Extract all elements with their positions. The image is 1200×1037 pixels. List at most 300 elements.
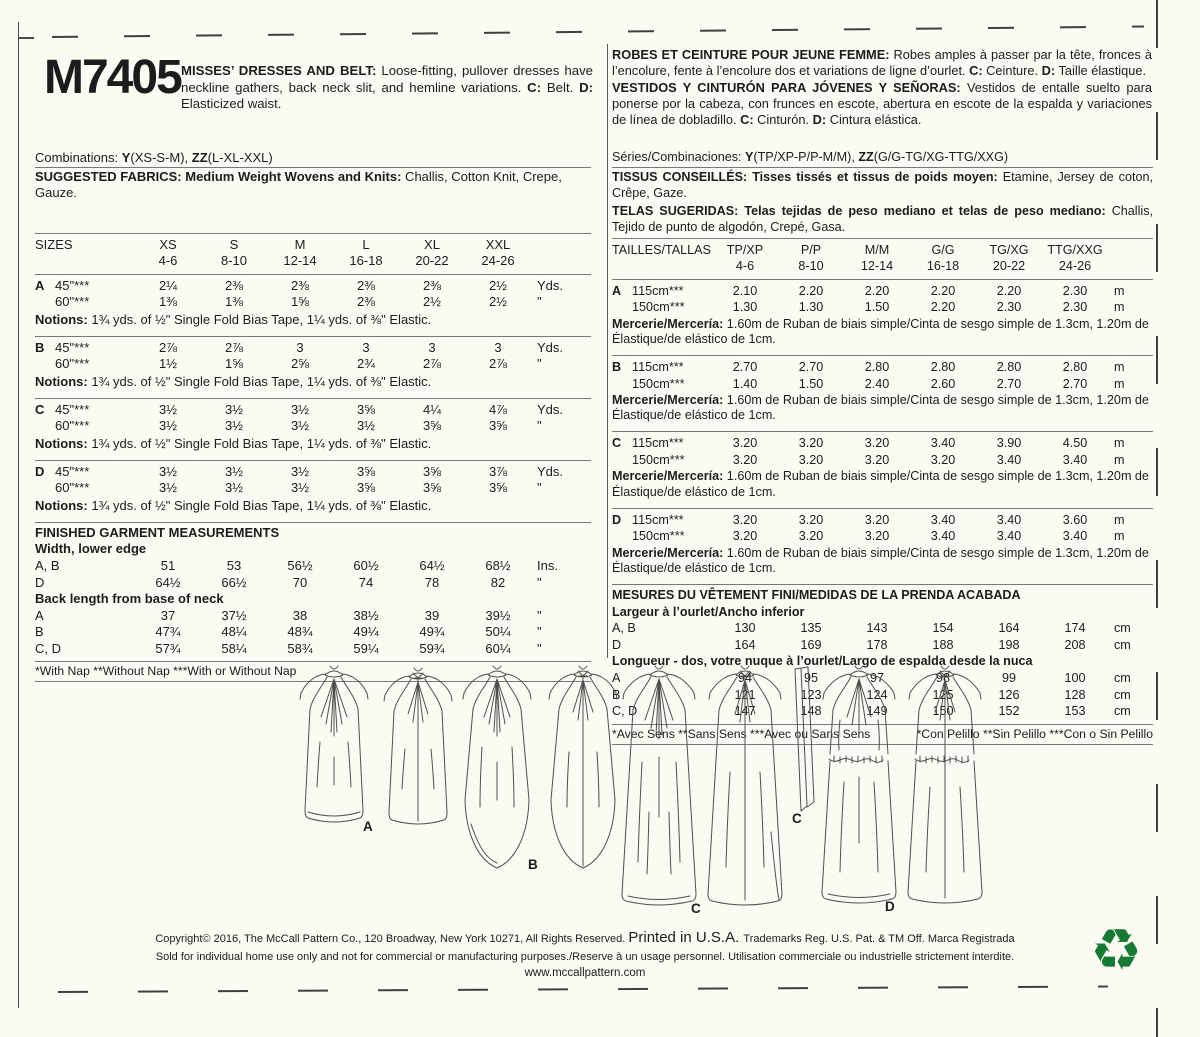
table-cell: 2½	[422, 294, 442, 310]
copyright-text: Copyright© 2016, The McCall Pattern Co., 120 Broadway, New York 10271, All Rights Reserved.	[155, 933, 629, 945]
table-cell: 70	[292, 574, 308, 590]
table-cell: SIZES	[35, 236, 73, 252]
text-segment: Mercerie/Mercería:	[612, 316, 724, 331]
table-cell: 208	[1064, 637, 1086, 652]
table-cell: 3⅝	[356, 480, 376, 496]
table-cell: 147	[734, 704, 756, 719]
table-cell: 82	[490, 574, 506, 590]
view-letter: B	[612, 360, 622, 375]
table-cell	[1108, 242, 1134, 259]
table-row	[612, 376, 1153, 393]
table-cell: 3.40	[930, 529, 956, 544]
table-cell: L	[362, 236, 370, 252]
table-cell: 56½	[287, 558, 313, 573]
table-cell: A	[612, 671, 621, 686]
combinations-line	[35, 150, 591, 168]
finished-sub: Back length from base of neck	[35, 591, 224, 606]
notions-text	[35, 312, 591, 328]
text-segment: Challis, Cotton Knit, Crepe, Gauze.	[35, 169, 562, 201]
view-letter: A	[612, 283, 622, 298]
view-letter-spacer	[35, 356, 55, 373]
table-cell: 2⅞	[488, 356, 508, 372]
text-segment: Séries/Combinaciones:	[612, 150, 745, 164]
table-cell: 1⅜	[224, 294, 244, 310]
yardage-section-d	[35, 460, 591, 522]
view-letter-spacer	[612, 376, 632, 393]
table-cell: M/M	[864, 242, 890, 257]
description-spanish	[612, 80, 1152, 129]
table-cell: 3⅝	[488, 418, 508, 434]
table-cell: "	[537, 294, 542, 310]
table-cell: Yds.	[537, 401, 564, 417]
table-cell: 3½	[224, 480, 244, 496]
table-cell: 2.80	[864, 360, 890, 375]
table-cell: 3	[362, 339, 370, 355]
table-cell: A, B	[612, 621, 636, 636]
table-cell: 64½	[419, 558, 445, 573]
imperial-column	[35, 150, 591, 682]
text-segment: Mercerie/Mercería:	[612, 545, 724, 560]
table-cell: 3⅝	[356, 463, 376, 479]
text-segment: 1¾ yds. of ½" Single Fold Bias Tape, 1¼ yds. of ⅜" Elastic.	[87, 373, 432, 389]
table-cell: 47¾	[155, 624, 181, 640]
table-cell: cm	[1114, 621, 1131, 636]
table-cell: 78	[424, 574, 440, 590]
table-cell: m	[1114, 529, 1125, 544]
table-cell: "	[537, 356, 542, 372]
table-row	[612, 283, 1153, 300]
table-cell: 150cm***	[632, 529, 685, 544]
table-cell: 3	[296, 339, 304, 355]
view-letter-spacer	[612, 528, 632, 545]
table-cell: TP/XP	[726, 242, 764, 257]
table-cell: 124	[866, 687, 888, 702]
view-letter-spacer	[35, 480, 55, 497]
suggested-fabrics-spanish	[612, 203, 1153, 236]
table-cell: 48¾	[287, 624, 313, 640]
table-cell: 2.20	[930, 300, 956, 315]
table-cell: 60"***	[55, 480, 90, 496]
table-cell	[531, 237, 575, 254]
table-cell: m	[1114, 436, 1125, 451]
table-cell: 3.40	[1062, 452, 1088, 467]
sizes-header	[612, 238, 1153, 280]
table-row	[612, 528, 1153, 545]
left-border-line	[18, 22, 19, 1008]
description-french	[612, 47, 1152, 80]
table-cell: 3⅝	[422, 463, 442, 479]
table-cell: A	[35, 607, 44, 623]
table-cell: 174	[1064, 621, 1086, 636]
table-cell: 164	[734, 637, 756, 652]
table-row	[612, 620, 1153, 637]
text-segment: Taille élastique.	[1055, 63, 1147, 79]
dress-c-back-illustration	[708, 666, 782, 905]
column-divider	[607, 44, 608, 658]
mercerie-text	[612, 317, 1153, 347]
text-segment: 1.60m de Ruban de biais simple/Cinta de sesgo simple de 1.3cm, 1.20m de Élastique/de elástico de 1cm.	[612, 545, 1149, 576]
table-cell: 178	[866, 637, 888, 652]
trademark-text: Trademarks Reg. U.S. Pat. & TM Off. Marca Registrada	[743, 933, 1015, 945]
table-cell: TAILLES/TALLAS	[612, 242, 711, 257]
figure-label-d: D	[885, 899, 895, 914]
table-row	[35, 480, 591, 497]
table-cell: 2.30	[996, 300, 1022, 315]
dress-b-front-illustration	[463, 666, 531, 868]
table-header-row	[35, 237, 591, 254]
table-cell: 20-22	[992, 259, 1026, 274]
table-cell: 2.80	[1062, 360, 1088, 375]
finished-sub: Longueur - dos, votre nuque à l’ourlet/Largo de espalda desde la nuca	[612, 654, 1033, 669]
table-cell: 1.30	[732, 300, 758, 315]
table-cell: 39	[424, 607, 440, 623]
table-cell: 3½	[158, 480, 178, 496]
table-cell	[1108, 258, 1134, 275]
text-segment: TELAS SUGERIDAS: Telas tejidas de peso mediano et telas de peso mediano:	[612, 203, 1106, 218]
table-cell: 2.30	[1062, 300, 1088, 315]
table-cell: 153	[1064, 704, 1086, 719]
view-letter: C	[612, 436, 622, 451]
text-segment: Mercerie/Mercería:	[612, 393, 724, 408]
table-cell: 148	[800, 704, 822, 719]
text-segment: Notions:	[35, 435, 88, 451]
table-cell: 3.20	[798, 452, 824, 467]
table-cell: B	[35, 624, 44, 640]
text-segment: 1¾ yds. of ½" Single Fold Bias Tape, 1¼ yds. of ⅜" Elastic.	[87, 435, 432, 451]
table-cell: 1½	[158, 356, 178, 372]
footer	[70, 929, 1100, 979]
table-cell: 2⅜	[356, 277, 376, 293]
table-cell: 3.20	[732, 512, 758, 527]
table-cell: m	[1114, 512, 1125, 527]
table-cell: 24-26	[1058, 259, 1092, 274]
dress-d-front-illustration	[822, 666, 896, 903]
text-segment: Etamine, Jersey de coton, Crêpe, Gaze.	[612, 170, 1153, 201]
table-cell: 3½	[356, 418, 376, 434]
table-cell: 188	[932, 637, 954, 652]
table-cell: 51	[160, 558, 176, 573]
view-letter-spacer	[35, 418, 55, 435]
text-segment: (XS-S-M),	[130, 150, 192, 165]
table-cell: B	[612, 687, 621, 702]
table-cell: 149	[866, 704, 888, 719]
table-cell: "	[537, 607, 542, 623]
text-segment: Belt.	[541, 79, 580, 95]
dress-a-front-illustration	[300, 666, 368, 822]
table-row	[612, 359, 1153, 376]
table-cell: 150cm***	[632, 452, 685, 467]
text-segment: Notions:	[35, 373, 88, 389]
table-cell: 115cm***	[632, 436, 684, 451]
table-cell: 130	[734, 621, 756, 636]
table-row	[35, 402, 591, 419]
top-cut-line	[52, 26, 1144, 38]
table-cell: 135	[800, 621, 822, 636]
table-cell: 24-26	[481, 253, 515, 269]
table-row	[35, 278, 591, 295]
table-row	[612, 512, 1153, 529]
text-segment: ROBES ET CEINTURE POUR JEUNE FEMME:	[612, 47, 890, 62]
table-cell: 38½	[353, 607, 379, 623]
table-cell: 126	[998, 687, 1020, 702]
table-cell: C, D	[35, 640, 61, 656]
website-url: www.mccallpattern.com	[524, 967, 646, 979]
table-cell: 2½	[488, 294, 508, 310]
table-cell: cm	[1114, 704, 1131, 719]
table-cell: 8-10	[220, 253, 248, 269]
figure-label-c-belt: C	[792, 811, 802, 826]
table-cell: "	[537, 480, 542, 496]
table-cell: 60"***	[55, 356, 90, 372]
table-cell: 143	[866, 621, 888, 636]
view-letter: A	[35, 277, 45, 293]
table-cell: 37	[160, 607, 176, 623]
table-cell: 60"***	[55, 418, 90, 434]
table-row	[35, 464, 591, 481]
table-cell: 95	[803, 671, 818, 686]
table-cell	[35, 253, 135, 270]
table-cell: cm	[1114, 687, 1131, 702]
combinations-line	[612, 150, 1153, 168]
text-segment: ZZ	[191, 150, 208, 165]
text-segment: Vestidos de entalle suelto para ponerse por la cabeza, con frunces en escote, abertura en escote de la espalda y variaciones de línea de dobladillo.	[612, 79, 1153, 128]
table-cell: "	[537, 624, 542, 640]
table-cell: 99	[1001, 671, 1016, 686]
table-cell: D	[35, 574, 45, 590]
table-cell: 2.80	[996, 360, 1022, 375]
text-segment: Y	[121, 150, 131, 165]
table-cell: 1.40	[732, 376, 758, 391]
table-cell: 2.30	[1062, 283, 1088, 298]
table-cell: P/P	[800, 242, 822, 257]
text-segment: D:	[812, 112, 827, 128]
table-cell: 3.20	[732, 529, 758, 544]
table-cell: 154	[932, 621, 954, 636]
table-cell: 2.10	[732, 283, 758, 298]
table-cell: A, B	[35, 558, 60, 573]
table-cell: 3½	[290, 480, 310, 496]
table-cell: 3.40	[930, 512, 956, 527]
table-cell: 3.20	[864, 529, 890, 544]
table-cell: 3.20	[798, 529, 824, 544]
text-segment: ZZ	[858, 150, 874, 164]
table-row	[612, 452, 1153, 469]
text-segment: Elasticized waist.	[181, 96, 282, 111]
table-cell: C, D	[612, 704, 638, 719]
finished-title: MESURES DU VÊTEMENT FINI/MEDIDAS DE LA PRENDA ACABADA	[612, 588, 1021, 603]
table-cell: 3⅝	[488, 480, 508, 496]
table-cell: TTG/XXG	[1047, 242, 1103, 257]
text-segment: Cintura elástica.	[826, 112, 922, 128]
table-cell: 150	[932, 704, 954, 719]
table-cell: G/G	[931, 242, 955, 257]
table-cell	[531, 253, 575, 270]
text-segment: TISSUS CONSEILLÉS: Tisses tissés et tissus de poids moyen:	[612, 170, 998, 184]
table-cell: 2⅞	[224, 339, 244, 355]
table-cell: 50¼	[485, 624, 511, 640]
table-cell: 3⅞	[488, 463, 508, 479]
text-segment: 1¾ yds. of ½" Single Fold Bias Tape, 1¼ yds. of ⅜" Elastic.	[87, 497, 432, 513]
table-header-row	[612, 242, 1153, 259]
table-row	[35, 641, 591, 658]
table-cell: 4-6	[158, 253, 178, 269]
table-cell: 3.40	[996, 529, 1022, 544]
notions-text	[35, 498, 591, 514]
table-cell: 3½	[158, 463, 178, 479]
usage-restriction-text: Sold for individual home use only and not for commercial or manufacturing purposes./Reserve à un usage personnel. Utilisation commerciale ou industrielle strictement interdite.	[155, 951, 1015, 963]
figure-label-a: A	[363, 819, 373, 834]
table-cell: 3.20	[798, 436, 824, 451]
table-cell: 2.70	[798, 360, 824, 375]
table-row	[35, 575, 591, 592]
table-cell: 3.60	[1062, 512, 1088, 527]
left-border-tick	[18, 37, 34, 39]
table-cell: 3	[428, 339, 436, 355]
table-cell: 3	[494, 339, 502, 355]
table-cell: 53	[226, 558, 242, 573]
mercerie-text	[612, 393, 1153, 423]
table-cell: 45"***	[55, 339, 90, 355]
bottom-cut-line	[58, 986, 1108, 993]
table-cell: 121	[734, 687, 756, 702]
table-cell: 164	[998, 621, 1020, 636]
table-cell: S	[229, 236, 239, 252]
text-segment: 1.60m de Ruban de biais simple/Cinta de sesgo simple de 1.3cm, 1.20m de Élastique/de elástico de 1cm.	[612, 393, 1149, 423]
text-segment: Notions:	[35, 497, 88, 513]
footnote-text-spanish: *Con Pelillo **Sin Pelillo ***Con o Sin Pelillo	[916, 726, 1153, 741]
table-cell: "	[537, 418, 542, 434]
table-cell: 2.60	[930, 376, 956, 391]
table-cell: XS	[159, 236, 177, 252]
table-cell: 3.20	[930, 452, 956, 467]
table-cell: 2.20	[798, 283, 824, 298]
table-cell: 152	[998, 704, 1020, 719]
table-row	[35, 340, 591, 357]
table-cell: 3.20	[864, 452, 890, 467]
finished-sub: Width, lower edge	[35, 541, 147, 557]
view-letter: D	[612, 512, 622, 527]
table-cell: 68½	[485, 558, 511, 573]
table-cell: 150cm***	[632, 376, 685, 391]
table-cell: Ins.	[537, 558, 558, 573]
table-cell: m	[1114, 300, 1125, 315]
table-row	[35, 294, 591, 311]
text-segment: Cinturón.	[753, 112, 813, 128]
figure-label-c-dress: C	[691, 901, 701, 916]
table-cell: 2⅜	[290, 277, 310, 293]
yardage-section-c	[612, 431, 1153, 507]
table-cell: 3.20	[732, 452, 758, 467]
text-segment: Robes amples à passer par la tête, fronces à l’encolure, fente à l’encolure dos et variations de ligne d’ourlet.	[612, 47, 1152, 79]
table-cell: 12-14	[860, 259, 894, 274]
table-header-row	[612, 258, 1153, 275]
table-cell: m	[1114, 452, 1125, 467]
table-cell: Yds.	[537, 339, 564, 355]
table-cell: 98	[935, 671, 950, 686]
table-cell: 4-6	[735, 259, 755, 274]
table-cell: 97	[869, 671, 884, 686]
table-cell: 2.40	[864, 376, 890, 391]
footnote-text-french: *Avec Sens **Sans Sens ***Avec ou Sans Sens	[612, 726, 871, 741]
table-cell: 2.80	[930, 360, 956, 375]
table-row	[612, 435, 1153, 452]
table-cell: 2½	[488, 277, 508, 293]
table-cell: 58¾	[287, 640, 313, 656]
view-letter: D	[35, 463, 45, 479]
table-cell: 2⅜	[224, 277, 244, 293]
view-letter-spacer	[35, 294, 55, 311]
pattern-number: M7405	[44, 51, 181, 104]
table-cell: 37½	[221, 607, 247, 623]
text-segment: 1.60m de Ruban de biais simple/Cinta de sesgo simple de 1.3cm, 1.20m de Élastique/de elástico de 1cm.	[612, 469, 1149, 499]
text-segment: Ceinture.	[982, 63, 1042, 79]
notions-text	[35, 436, 591, 452]
table-cell: 115cm***	[632, 512, 684, 527]
suggested-fabrics	[35, 169, 591, 202]
table-cell: 3½	[158, 418, 178, 434]
table-cell: Yds.	[537, 463, 564, 479]
table-cell: Yds.	[537, 277, 564, 293]
text-segment: C:	[969, 63, 983, 79]
table-cell: 3⅝	[422, 418, 442, 434]
mercerie-text	[612, 469, 1153, 499]
table-cell: 66½	[221, 574, 247, 590]
text-segment: (G/G-TG/XG-TTG/XXG)	[873, 150, 1009, 164]
description-foreign	[612, 47, 1152, 128]
table-cell: 2⅜	[422, 277, 442, 293]
text-segment: 1¾ yds. of ½" Single Fold Bias Tape, 1¼ yds. of ⅜" Elastic.	[87, 311, 432, 327]
text-segment: Mercerie/Mercería:	[612, 469, 724, 484]
text-segment: Notions:	[35, 311, 88, 327]
yardage-section-c	[35, 398, 591, 460]
table-cell: 198	[998, 637, 1020, 652]
table-cell: 58¼	[221, 640, 247, 656]
table-row	[612, 637, 1153, 654]
table-row	[35, 608, 591, 625]
table-cell: "	[537, 640, 542, 656]
table-cell: 4⅞	[488, 401, 508, 417]
table-cell: 2⅝	[290, 356, 310, 372]
text-segment: D:	[579, 79, 593, 95]
text-segment: D:	[1041, 63, 1056, 79]
table-cell: 3.20	[732, 436, 758, 451]
table-cell: 2¼	[158, 277, 178, 293]
view-letter-spacer	[612, 299, 632, 316]
finished-sub: Largeur à l’ourlet/Ancho inferior	[612, 604, 805, 619]
finished-title: FINISHED GARMENT MEASUREMENTS	[35, 524, 280, 540]
dress-a-back-illustration	[384, 668, 452, 824]
view-letter: C	[35, 401, 45, 417]
table-cell: 1.50	[864, 300, 890, 315]
table-cell: 3.90	[996, 436, 1022, 451]
table-cell: 94	[737, 671, 752, 686]
table-cell: 3⅝	[422, 480, 442, 496]
footnote-text: *With Nap **Without Nap ***With or Without Nap	[35, 664, 297, 679]
table-cell: 3½	[224, 463, 244, 479]
text-segment: (L-XL-XXL)	[207, 150, 273, 165]
table-cell: m	[1114, 283, 1125, 298]
table-cell: 3½	[224, 401, 244, 417]
table-cell: 49¼	[353, 624, 379, 640]
table-cell: 3.20	[864, 436, 890, 451]
yardage-section-a	[612, 280, 1153, 355]
finished-measurements	[35, 522, 591, 657]
table-cell: cm	[1114, 671, 1131, 686]
table-cell: 3.20	[864, 512, 890, 527]
table-cell: 3½	[224, 418, 244, 434]
table-cell: 2.20	[930, 283, 956, 298]
yardage-section-d	[612, 508, 1153, 584]
